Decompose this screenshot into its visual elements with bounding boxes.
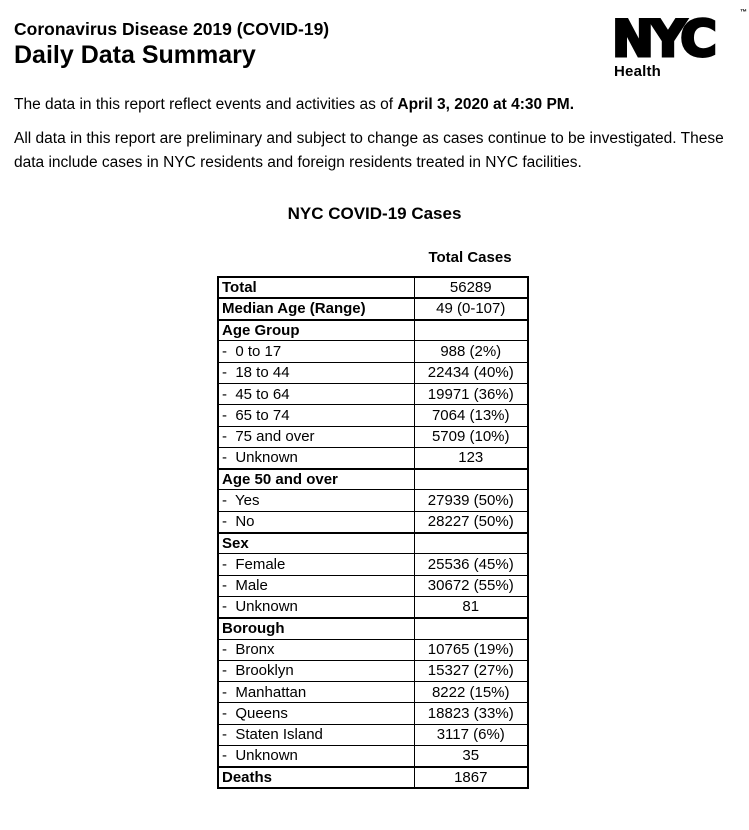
trademark-symbol: ™ bbox=[740, 9, 747, 16]
row-label-cell: Sex bbox=[218, 533, 414, 554]
table-row bbox=[218, 277, 528, 298]
nyc-logo-svg bbox=[612, 12, 744, 62]
health-logo-text: Health bbox=[614, 63, 662, 80]
table-row bbox=[218, 341, 528, 362]
nyc-logo-mark bbox=[612, 9, 747, 62]
row-value-cell: 10765 (19%) bbox=[414, 639, 528, 660]
row-label-cell: - Brooklyn bbox=[218, 660, 414, 681]
cases-table-container bbox=[217, 276, 529, 789]
row-label-cell: - 75 and over bbox=[218, 426, 414, 447]
row-label-cell: - Bronx bbox=[218, 639, 414, 660]
page-title: Daily Data Summary bbox=[14, 41, 256, 69]
table-row bbox=[218, 426, 528, 447]
row-value-cell: 28227 (50%) bbox=[414, 511, 528, 532]
table-row bbox=[218, 575, 528, 596]
intro-line-1-text: The data in this report reflect events and activities as of bbox=[14, 96, 398, 113]
table-row bbox=[218, 660, 528, 681]
row-value-cell bbox=[414, 320, 528, 341]
table-row bbox=[218, 767, 528, 788]
table-title: NYC COVID-19 Cases bbox=[287, 204, 462, 223]
table-row bbox=[218, 490, 528, 511]
row-value-cell: 25536 (45%) bbox=[414, 554, 528, 575]
row-value-cell: 27939 (50%) bbox=[414, 490, 528, 511]
row-value-cell: 8222 (15%) bbox=[414, 682, 528, 703]
row-value-cell: 3117 (6%) bbox=[414, 724, 528, 745]
row-label-cell: - 65 to 74 bbox=[218, 405, 414, 426]
row-label-cell: - Queens bbox=[218, 703, 414, 724]
row-label-cell: Deaths bbox=[218, 767, 414, 788]
row-value-cell bbox=[414, 469, 528, 490]
intro-line-2: All data in this report are preliminary and subject to change as cases continue to be investigated. These data include cases in NYC residents and foreign residents treated in NYC facilities. bbox=[14, 130, 724, 171]
row-label-cell: - Unknown bbox=[218, 596, 414, 617]
table-row bbox=[218, 682, 528, 703]
row-label-cell: - No bbox=[218, 511, 414, 532]
row-label-cell: - 18 to 44 bbox=[218, 362, 414, 383]
row-value-cell bbox=[414, 533, 528, 554]
row-label-cell: - Staten Island bbox=[218, 724, 414, 745]
row-value-cell: 7064 (13%) bbox=[414, 405, 528, 426]
row-label-cell: - 0 to 17 bbox=[218, 341, 414, 362]
table-row bbox=[218, 447, 528, 468]
table-row bbox=[218, 596, 528, 617]
report-header bbox=[14, 19, 329, 70]
table-row bbox=[218, 405, 528, 426]
cases-table bbox=[217, 276, 529, 789]
row-value-cell: 1867 bbox=[414, 767, 528, 788]
row-value-cell bbox=[414, 618, 528, 639]
row-label-cell: - Unknown bbox=[218, 447, 414, 468]
report-supertitle: Coronavirus Disease 2019 (COVID-19) bbox=[14, 19, 330, 39]
row-value-cell: 56289 bbox=[414, 277, 528, 298]
row-label-cell: Median Age (Range) bbox=[218, 298, 414, 319]
row-label-cell: - Unknown bbox=[218, 746, 414, 767]
row-value-cell: 123 bbox=[414, 447, 528, 468]
row-value-cell: 15327 (27%) bbox=[414, 660, 528, 681]
row-value-cell: 5709 (10%) bbox=[414, 426, 528, 447]
table-row bbox=[218, 533, 528, 554]
row-value-cell: 30672 (55%) bbox=[414, 575, 528, 596]
row-label-cell: Borough bbox=[218, 618, 414, 639]
table-row bbox=[218, 469, 528, 490]
table-row bbox=[218, 746, 528, 767]
total-cases-column-header: Total Cases bbox=[428, 249, 512, 266]
table-row bbox=[218, 320, 528, 341]
table-row bbox=[218, 703, 528, 724]
row-value-cell: 988 (2%) bbox=[414, 341, 528, 362]
row-value-cell: 81 bbox=[414, 596, 528, 617]
row-value-cell: 18823 (33%) bbox=[414, 703, 528, 724]
row-label-cell: - Male bbox=[218, 575, 414, 596]
row-label-cell: - Female bbox=[218, 554, 414, 575]
table-row bbox=[218, 618, 528, 639]
table-row bbox=[218, 639, 528, 660]
row-label-cell: - 45 to 64 bbox=[218, 383, 414, 404]
intro-line-1-date: April 3, 2020 at 4:30 PM. bbox=[397, 96, 574, 113]
row-value-cell: 19971 (36%) bbox=[414, 383, 528, 404]
table-row bbox=[218, 383, 528, 404]
table-row bbox=[218, 362, 528, 383]
row-label-cell: Age 50 and over bbox=[218, 469, 414, 490]
nyc-logo-text: NYC bbox=[612, 12, 713, 62]
table-row bbox=[218, 511, 528, 532]
row-value-cell: 49 (0-107) bbox=[414, 298, 528, 319]
row-label-cell: - Manhattan bbox=[218, 682, 414, 703]
row-value-cell: 22434 (40%) bbox=[414, 362, 528, 383]
intro-line-1 bbox=[14, 96, 574, 114]
nyc-health-logo bbox=[612, 9, 747, 80]
row-value-cell: 35 bbox=[414, 746, 528, 767]
table-row bbox=[218, 724, 528, 745]
row-label-cell: Total bbox=[218, 277, 414, 298]
cases-table-body bbox=[218, 277, 528, 788]
row-label-cell: - Yes bbox=[218, 490, 414, 511]
table-row bbox=[218, 298, 528, 319]
row-label-cell: Age Group bbox=[218, 320, 414, 341]
table-row bbox=[218, 554, 528, 575]
